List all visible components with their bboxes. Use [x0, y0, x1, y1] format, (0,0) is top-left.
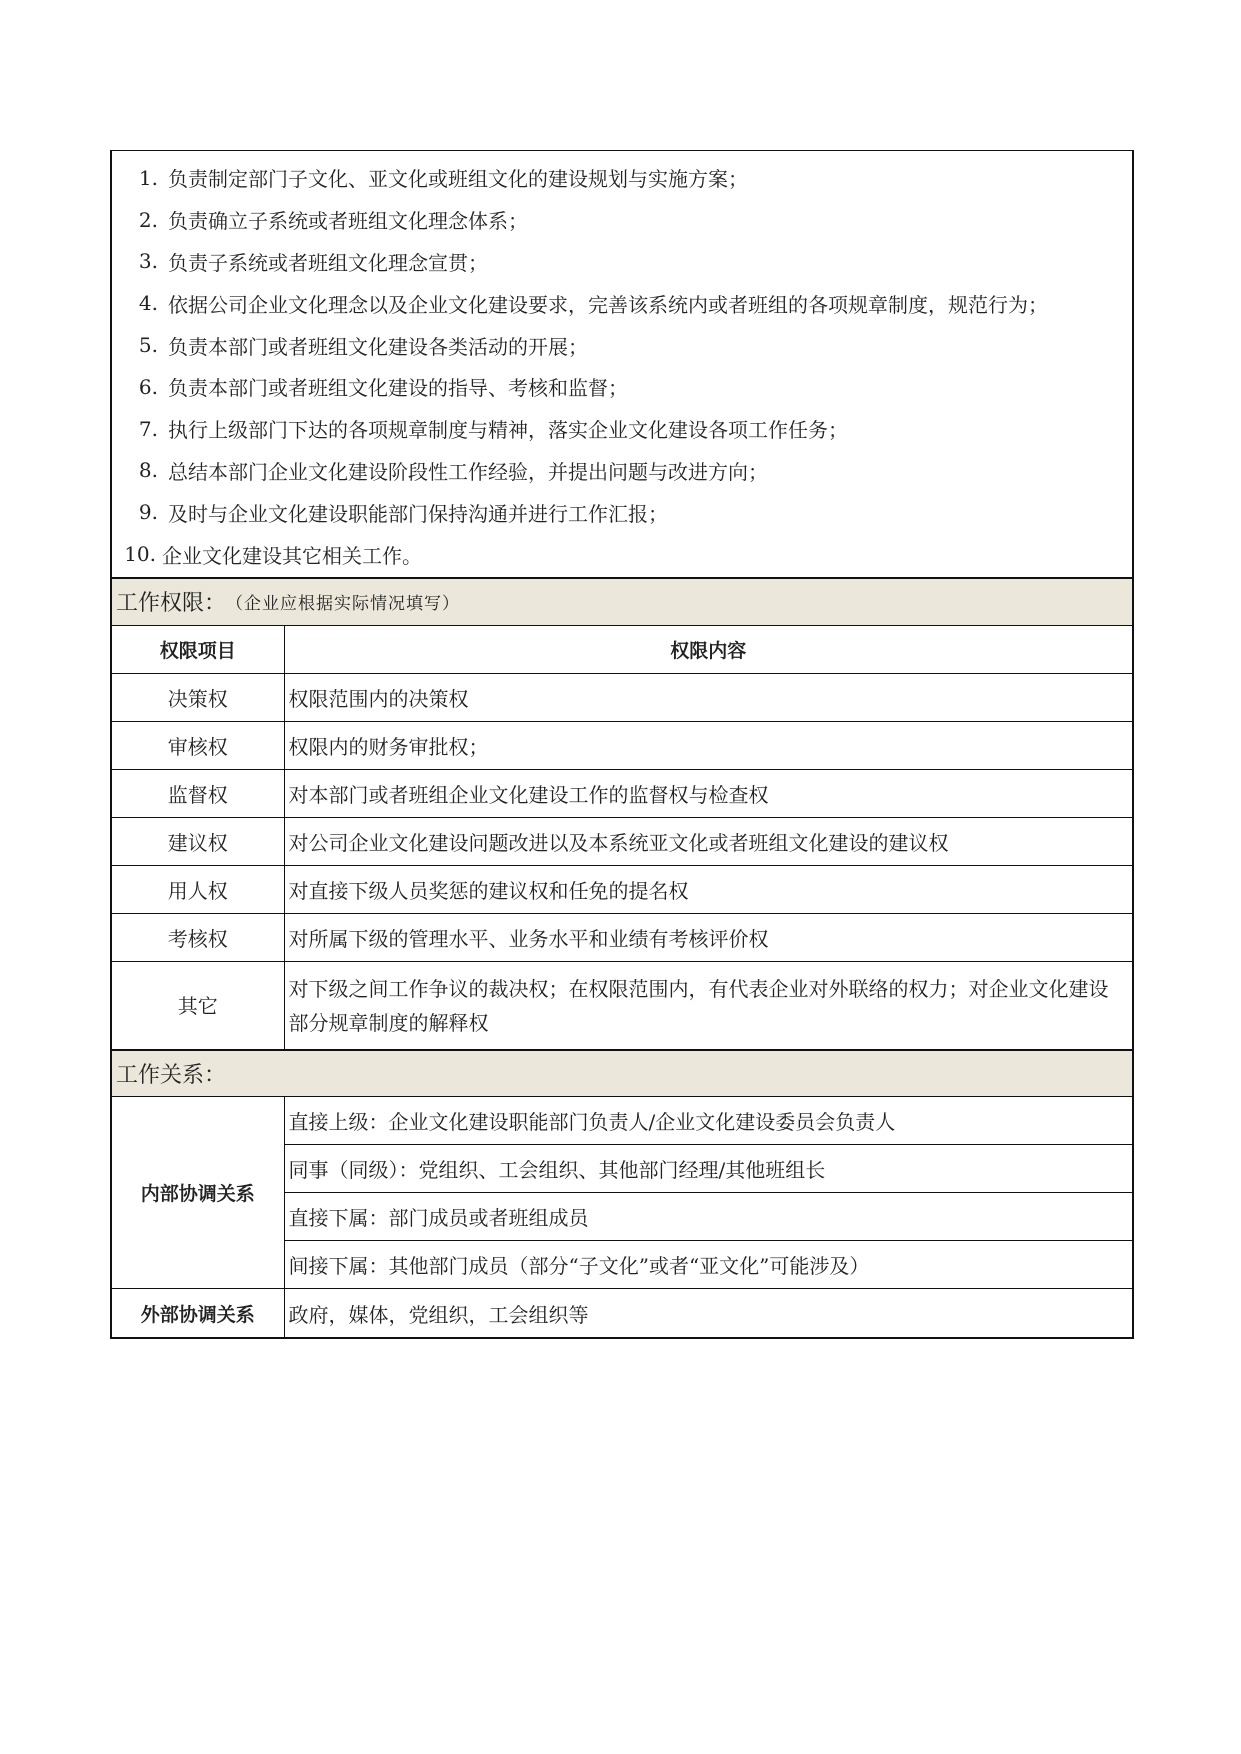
external-relations-label: 外部协调关系: [112, 1289, 284, 1337]
column-header-item: 权限项目: [112, 626, 284, 674]
duty-text: 负责确立子系统或者班组文化理念体系；: [168, 209, 528, 234]
table-header-row: [112, 626, 1132, 674]
duty-item: [112, 408, 1132, 450]
duty-text: 负责本部门或者班组文化建设各类活动的开展；: [168, 334, 588, 359]
duty-number: 8.: [138, 458, 158, 483]
internal-relation-item: 同事（同级）：党组织、工会组织、其他部门经理/其他班组长: [284, 1145, 1132, 1193]
duty-item: [112, 282, 1132, 324]
duty-item: [112, 491, 1132, 533]
authority-item: 用人权: [112, 866, 284, 914]
table-row: [112, 1289, 1132, 1337]
table-row: [112, 722, 1132, 770]
authority-item: 考核权: [112, 914, 284, 962]
relations-section-title: 工作关系：: [116, 1062, 227, 1088]
authority-content: 权限范围内的决策权: [284, 674, 1132, 722]
duty-number: 9.: [138, 500, 158, 525]
authority-section-title: 工作权限：: [116, 591, 227, 617]
column-header-content: 权限内容: [284, 626, 1132, 674]
authority-content: 权限内的财务审批权；: [284, 722, 1132, 770]
table-row: [112, 674, 1132, 722]
authority-content: 对直接下级人员奖惩的建议权和任免的提名权: [284, 866, 1132, 914]
duty-number: 10.: [124, 542, 156, 567]
duties-list: [112, 150, 1132, 577]
duty-number: 6.: [138, 374, 158, 399]
duty-number: 1.: [138, 165, 158, 190]
duty-text: 依据公司企业文化理念以及企业文化建设要求，完善该系统内或者班组的各项规章制度，规范行为；: [168, 292, 1048, 317]
table-row: [112, 866, 1132, 914]
table-row: [112, 1097, 1132, 1145]
duty-item: [112, 324, 1132, 366]
authority-section-note: （企业应根据实际情况填写）: [226, 594, 461, 615]
table-row: [112, 818, 1132, 866]
duty-text: 及时与企业文化建设职能部门保持沟通并进行工作汇报；: [168, 501, 668, 526]
duty-number: 2.: [138, 207, 158, 232]
authority-item: 监督权: [112, 770, 284, 818]
relations-section-header: [112, 1049, 1132, 1097]
authority-item: 决策权: [112, 674, 284, 722]
table-row: [112, 770, 1132, 818]
duty-text: 负责制定部门子文化、亚文化或班组文化的建设规划与实施方案；: [168, 167, 748, 192]
duty-number: 4.: [138, 291, 158, 316]
duty-text: 负责子系统或者班组文化理念宣贯；: [168, 250, 488, 275]
authority-table: [112, 626, 1132, 1049]
authority-item: 其它: [112, 962, 284, 1049]
duty-item: [112, 366, 1132, 408]
duty-text: 执行上级部门下达的各项规章制度与精神，落实企业文化建设各项工作任务；: [168, 418, 848, 443]
internal-relation-item: 直接下属：部门成员或者班组成员: [284, 1193, 1132, 1241]
authority-item: 审核权: [112, 722, 284, 770]
table-row: [112, 962, 1132, 1049]
authority-content: 对所属下级的管理水平、业务水平和业绩有考核评价权: [284, 914, 1132, 962]
duty-number: 5.: [138, 333, 158, 358]
authority-item: 建议权: [112, 818, 284, 866]
job-description-sheet: [110, 150, 1134, 1339]
internal-relation-item: 直接上级：企业文化建设职能部门负责人/企业文化建设委员会负责人: [284, 1097, 1132, 1145]
duty-item: [112, 199, 1132, 241]
authority-section-header: [112, 577, 1132, 626]
duty-text: 总结本部门企业文化建设阶段性工作经验，并提出问题与改进方向；: [168, 459, 768, 484]
internal-relation-item: 间接下属：其他部门成员（部分“子文化”或者“亚文化”可能涉及）: [284, 1241, 1132, 1289]
duty-item: [112, 241, 1132, 283]
internal-relations-label: 内部协调关系: [112, 1097, 284, 1289]
duty-item: [112, 157, 1132, 199]
duty-text: 企业文化建设其它相关工作。: [162, 543, 422, 568]
authority-content: 对本部门或者班组企业文化建设工作的监督权与检查权: [284, 770, 1132, 818]
authority-content: 对下级之间工作争议的裁决权；在权限范围内，有代表企业对外联络的权力；对企业文化建设部分规章制度的解释权: [284, 962, 1132, 1049]
duty-item: [112, 533, 1132, 575]
relations-table: [112, 1097, 1132, 1337]
duty-number: 7.: [138, 416, 158, 441]
authority-content: 对公司企业文化建设问题改进以及本系统亚文化或者班组文化建设的建议权: [284, 818, 1132, 866]
duty-text: 负责本部门或者班组文化建设的指导、考核和监督；: [168, 376, 628, 401]
duty-number: 3.: [138, 249, 158, 274]
duty-item: [112, 450, 1132, 492]
external-relation-content: 政府，媒体，党组织，工会组织等: [284, 1289, 1132, 1337]
table-row: [112, 914, 1132, 962]
